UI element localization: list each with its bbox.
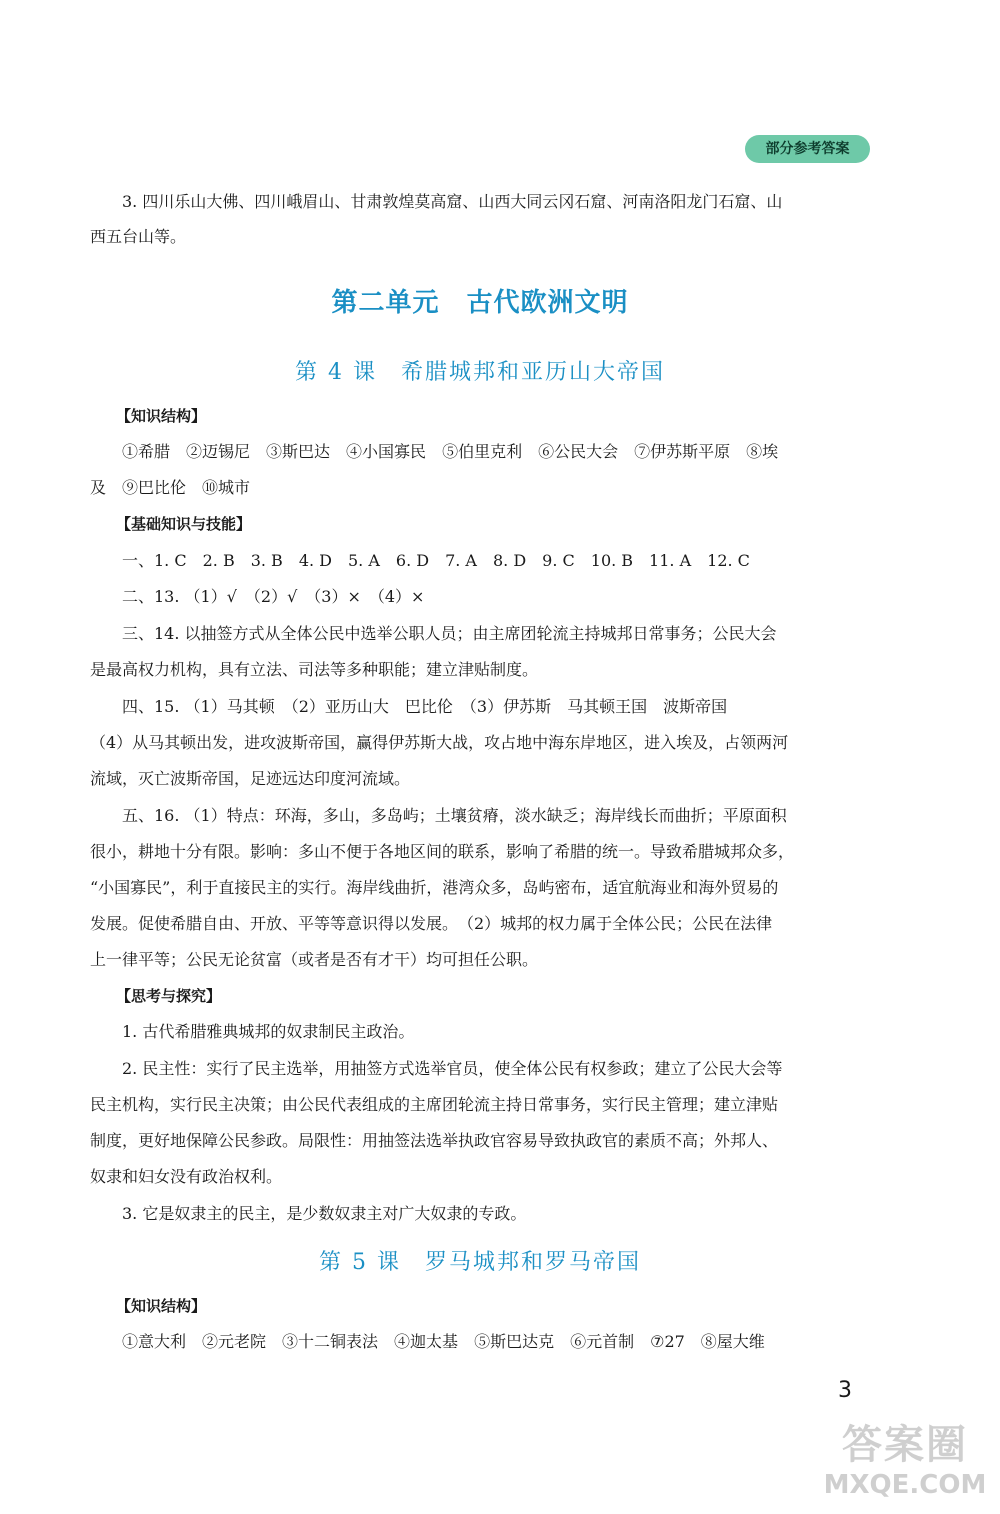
- lesson-4-title: 第 4 课 希腊城邦和亚历山大帝国: [295, 360, 665, 385]
- knowledge-item: ②元老院: [202, 1332, 267, 1351]
- answer-section-3-line-2: 是最高权力机构，具有立法、司法等多种职能；建立津贴制度。: [90, 660, 539, 679]
- knowledge-item: ⑧埃: [746, 442, 779, 461]
- answer-section-5-line-5: 上一律平等；公民无论贫富（或者是否有才干）均可担任公职。: [90, 950, 539, 969]
- answer-section-1: 一、1. C 2. B 3. B 4. D 5. A 6. D 7. A 8. D 9. C 10. B 11. A 12. C: [122, 551, 750, 570]
- knowledge-item: ⑧屋大维: [700, 1332, 765, 1351]
- answer-section-3-line-1: 三、14. 以抽签方式从全体公民中选举公职人员；由主席团轮流主持城邦日常事务；公民大会: [122, 624, 777, 643]
- knowledge-item: ④小国寡民: [346, 442, 427, 461]
- answer-section-5-line-2: 很小，耕地十分有限。影响：多山不便于各地区间的联系，影响了希腊的统一。导致希腊城邦众多，: [90, 842, 795, 861]
- lesson-5-title: 第 5 课 罗马城邦和罗马帝国: [319, 1250, 641, 1275]
- knowledge-item: ①意大利: [122, 1332, 187, 1351]
- answer-section-4-line-1: 四、15. （1）马其顿 （2）亚历山大 巴比伦 （3）伊苏斯 马其顿王国 波斯帝国: [122, 697, 728, 716]
- knowledge-item: ⑥公民大会: [538, 442, 619, 461]
- think-answer-2-line-1: 2. 民主性：实行了民主选举，用抽签方式选举官员，使全体公民有权参政；建立了公民大会等: [122, 1059, 783, 1078]
- basic-knowledge-heading: 【基础知识与技能】: [116, 515, 252, 533]
- think-answer-2-line-4: 奴隶和妇女没有政治权利。: [90, 1167, 283, 1186]
- page-number: 3: [838, 1378, 852, 1403]
- watermark-bottom-text: MXQE.COM: [823, 1470, 987, 1500]
- knowledge-item: ③十二铜表法: [282, 1332, 379, 1351]
- intro-line-2: 西五台山等。: [90, 227, 187, 246]
- watermark-top-text: 答案圈: [842, 1422, 968, 1468]
- think-answer-3: 3. 它是奴隶主的民主，是少数奴隶主对广大奴隶的专政。: [122, 1204, 527, 1223]
- think-answer-2-line-3: 制度，更好地保障公民参政。局限性：用抽签法选举执政官容易导致执政官的素质不高；外邦人、: [90, 1131, 779, 1150]
- knowledge-items-line-1: [122, 441, 870, 463]
- answer-section-4-line-3: 流域，灭亡波斯帝国，足迹远达印度河流域。: [90, 769, 411, 788]
- unit-title: 第二单元 古代欧洲文明: [331, 288, 629, 318]
- watermark-logo: [820, 1420, 990, 1505]
- think-explore-heading: 【思考与探究】: [116, 987, 222, 1005]
- knowledge-item: ①希腊: [122, 442, 171, 461]
- answer-section-2: 二、13. （1）√ （2）√ （3）× （4）×: [122, 587, 425, 606]
- knowledge-item: ⑦伊苏斯平原: [634, 442, 731, 461]
- answer-section-5-line-4: 发展。促使希腊自由、开放、平等等意识得以发展。 （2）城邦的权力属于全体公民；公民在法律: [90, 914, 773, 933]
- answer-section-5-line-1: 五、16. （1）特点：环海，多山，多岛屿；土壤贫瘠，淡水缺乏；海岸线长而曲折；平原面积: [122, 806, 787, 825]
- think-answer-2-line-2: 民主机构，实行民主决策；由公民代表组成的主席团轮流主持日常事务，实行民主管理；建立津贴: [90, 1095, 779, 1114]
- knowledge-item: ④迦太基: [394, 1332, 459, 1351]
- intro-line-1: 3. 四川乐山大佛、四川峨眉山、甘肃敦煌莫高窟、山西大同云冈石窟、河南洛阳龙门石窟、山: [122, 192, 783, 211]
- knowledge-item: ②迈锡尼: [186, 442, 251, 461]
- answer-section-5-line-3: “小国寡民”，利于直接民主的实行。海岸线曲折，港湾众多，岛屿密布，适宜航海业和海外贸易的: [90, 878, 779, 897]
- knowledge-item: ⑦27: [650, 1332, 685, 1351]
- knowledge-item: ⑤斯巴达克: [474, 1332, 555, 1351]
- answer-section-4-line-2: （4）从马其顿出发，进攻波斯帝国，赢得伊苏斯大战，攻占地中海东岸地区，进入埃及，占领两河: [90, 733, 789, 752]
- lesson-5-knowledge-heading: 【知识结构】: [116, 1297, 207, 1315]
- knowledge-item: ⑤伯里克利: [442, 442, 523, 461]
- think-answer-1: 1. 古代希腊雅典城邦的奴隶制民主政治。: [122, 1022, 415, 1041]
- knowledge-item: ⑥元首制: [570, 1332, 635, 1351]
- answer-key-badge: 部分参考答案: [745, 135, 870, 163]
- knowledge-items-line-2: 及 ⑨巴比伦 ⑩城市: [90, 478, 251, 497]
- knowledge-structure-heading: 【知识结构】: [116, 407, 207, 425]
- lesson-5-knowledge-items: [122, 1331, 870, 1353]
- knowledge-item: ③斯巴达: [266, 442, 331, 461]
